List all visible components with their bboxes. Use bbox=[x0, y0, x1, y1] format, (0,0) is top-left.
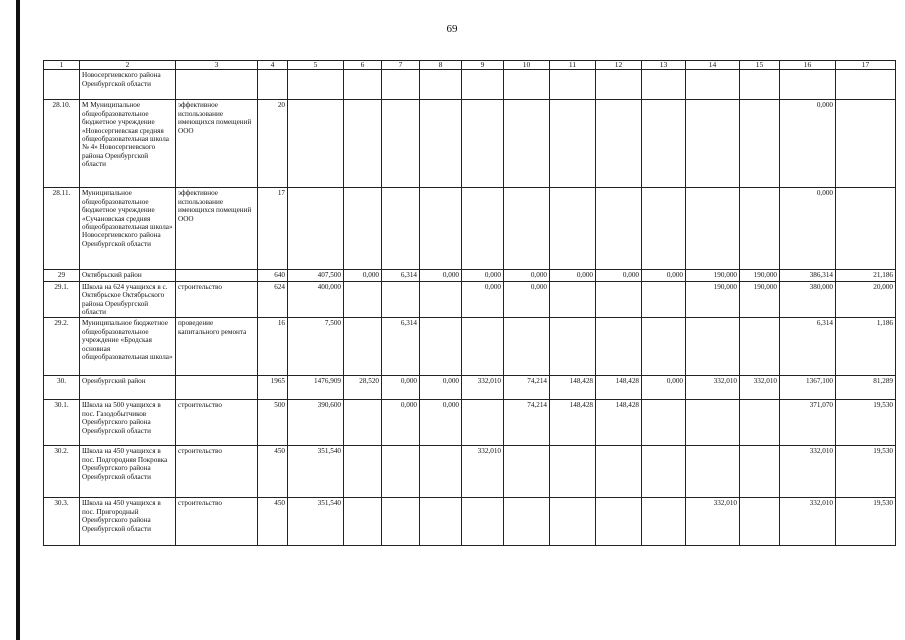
value-cell bbox=[504, 188, 550, 270]
value-cell bbox=[288, 188, 344, 270]
value-cell: 6,314 bbox=[780, 318, 836, 376]
value-cell bbox=[686, 188, 740, 270]
value-cell bbox=[740, 188, 780, 270]
value-cell: 1965 bbox=[258, 376, 288, 400]
value-cell bbox=[550, 318, 596, 376]
table-row bbox=[44, 281, 896, 318]
value-cell: 148,428 bbox=[596, 376, 642, 400]
value-cell bbox=[462, 318, 504, 376]
value-cell: 624 bbox=[258, 281, 288, 318]
value-cell: 148,428 bbox=[550, 400, 596, 446]
value-cell bbox=[344, 498, 382, 546]
work-type-cell: проведение капитального ремонта bbox=[176, 318, 258, 376]
value-cell bbox=[686, 70, 740, 100]
value-cell bbox=[740, 498, 780, 546]
value-cell: 0,000 bbox=[382, 376, 420, 400]
value-cell: 0,000 bbox=[504, 270, 550, 281]
column-header: 14 bbox=[686, 61, 740, 70]
value-cell bbox=[836, 70, 896, 100]
value-cell: 0,000 bbox=[780, 100, 836, 188]
value-cell bbox=[504, 100, 550, 188]
work-type-cell bbox=[176, 270, 258, 281]
row-number-cell: 29.2. bbox=[44, 318, 80, 376]
value-cell: 0,000 bbox=[780, 188, 836, 270]
column-header: 11 bbox=[550, 61, 596, 70]
table-row bbox=[44, 376, 896, 400]
work-type-cell: строительство bbox=[176, 400, 258, 446]
object-name-cell: Школа на 500 учащихся в пос. Газодобытчиков Оренбургского района Оренбургской области bbox=[80, 400, 176, 446]
value-cell bbox=[344, 100, 382, 188]
work-type-cell: строительство bbox=[176, 281, 258, 318]
value-cell: 20,000 bbox=[836, 281, 896, 318]
value-cell: 351,540 bbox=[288, 446, 344, 498]
value-cell bbox=[686, 446, 740, 498]
column-header: 4 bbox=[258, 61, 288, 70]
value-cell bbox=[686, 318, 740, 376]
value-cell: 190,000 bbox=[740, 270, 780, 281]
object-name-cell: Школа на 450 учащихся в пос. Подгородняя Покровка Оренбургского района Оренбургской области bbox=[80, 446, 176, 498]
value-cell bbox=[462, 100, 504, 188]
table-row bbox=[44, 100, 896, 188]
value-cell: 74,214 bbox=[504, 400, 550, 446]
value-cell bbox=[740, 400, 780, 446]
value-cell: 148,428 bbox=[596, 400, 642, 446]
value-cell: 0,000 bbox=[504, 281, 550, 318]
column-header: 17 bbox=[836, 61, 896, 70]
value-cell bbox=[642, 100, 686, 188]
value-cell bbox=[382, 188, 420, 270]
table-row bbox=[44, 400, 896, 446]
value-cell bbox=[382, 281, 420, 318]
value-cell bbox=[258, 70, 288, 100]
table-row bbox=[44, 70, 896, 100]
value-cell bbox=[504, 318, 550, 376]
value-cell: 371,070 bbox=[780, 400, 836, 446]
column-header: 13 bbox=[642, 61, 686, 70]
table-row bbox=[44, 318, 896, 376]
value-cell: 450 bbox=[258, 446, 288, 498]
value-cell bbox=[596, 281, 642, 318]
work-type-cell: эффективное использование имеющихся помещений ООО bbox=[176, 100, 258, 188]
value-cell bbox=[642, 446, 686, 498]
row-number-cell: 28.10. bbox=[44, 100, 80, 188]
column-header: 9 bbox=[462, 61, 504, 70]
value-cell bbox=[686, 400, 740, 446]
value-cell bbox=[420, 281, 462, 318]
value-cell: 28,520 bbox=[344, 376, 382, 400]
value-cell: 400,000 bbox=[288, 281, 344, 318]
value-cell: 0,000 bbox=[420, 400, 462, 446]
object-name-cell: М Муниципальное общеобразовательное бюджетное учреждение «Новосергиевская средняя общеобразовательная школа № 4» Новосергиевского района Оренбургской области bbox=[80, 100, 176, 188]
value-cell bbox=[550, 498, 596, 546]
value-cell bbox=[686, 100, 740, 188]
value-cell: 332,010 bbox=[462, 446, 504, 498]
value-cell bbox=[420, 100, 462, 188]
column-header: 12 bbox=[596, 61, 642, 70]
value-cell bbox=[836, 100, 896, 188]
value-cell: 19,530 bbox=[836, 498, 896, 546]
value-cell: 19,530 bbox=[836, 400, 896, 446]
row-number-cell: 29 bbox=[44, 270, 80, 281]
value-cell: 17 bbox=[258, 188, 288, 270]
value-cell bbox=[344, 281, 382, 318]
row-number-cell: 30.2. bbox=[44, 446, 80, 498]
row-number-cell: 30.1. bbox=[44, 400, 80, 446]
value-cell: 0,000 bbox=[550, 270, 596, 281]
value-cell bbox=[550, 188, 596, 270]
value-cell: 81,289 bbox=[836, 376, 896, 400]
value-cell: 450 bbox=[258, 498, 288, 546]
column-header: 2 bbox=[80, 61, 176, 70]
work-type-cell: строительство bbox=[176, 446, 258, 498]
object-name-cell: Муниципальное бюджетное общеобразовательное учреждение «Бродская основная общеобразовательная школа» bbox=[80, 318, 176, 376]
value-cell: 390,600 bbox=[288, 400, 344, 446]
value-cell bbox=[344, 446, 382, 498]
value-cell: 21,186 bbox=[836, 270, 896, 281]
work-type-cell bbox=[176, 70, 258, 100]
value-cell bbox=[288, 100, 344, 188]
row-number-cell: 30.3. bbox=[44, 498, 80, 546]
value-cell: 0,000 bbox=[596, 270, 642, 281]
value-cell: 19,530 bbox=[836, 446, 896, 498]
value-cell: 386,314 bbox=[780, 270, 836, 281]
value-cell: 190,000 bbox=[740, 281, 780, 318]
value-cell: 1367,100 bbox=[780, 376, 836, 400]
value-cell bbox=[642, 318, 686, 376]
value-cell: 1476,909 bbox=[288, 376, 344, 400]
value-cell bbox=[462, 70, 504, 100]
column-header: 16 bbox=[780, 61, 836, 70]
value-cell: 7,500 bbox=[288, 318, 344, 376]
row-number-cell: 29.1. bbox=[44, 281, 80, 318]
value-cell bbox=[836, 188, 896, 270]
value-cell: 332,010 bbox=[740, 376, 780, 400]
column-header: 10 bbox=[504, 61, 550, 70]
value-cell: 0,000 bbox=[642, 376, 686, 400]
value-cell bbox=[550, 446, 596, 498]
value-cell bbox=[504, 70, 550, 100]
value-cell bbox=[740, 100, 780, 188]
work-type-cell: строительство bbox=[176, 498, 258, 546]
value-cell: 500 bbox=[258, 400, 288, 446]
value-cell bbox=[344, 400, 382, 446]
value-cell: 0,000 bbox=[642, 270, 686, 281]
data-table bbox=[43, 60, 896, 546]
value-cell: 6,314 bbox=[382, 318, 420, 376]
left-margin-rule bbox=[16, 0, 20, 640]
value-cell bbox=[550, 100, 596, 188]
table-row bbox=[44, 446, 896, 498]
value-cell: 0,000 bbox=[420, 270, 462, 281]
value-cell: 407,500 bbox=[288, 270, 344, 281]
value-cell bbox=[596, 498, 642, 546]
value-cell bbox=[740, 446, 780, 498]
value-cell: 0,000 bbox=[462, 281, 504, 318]
value-cell bbox=[780, 70, 836, 100]
row-number-cell: 30. bbox=[44, 376, 80, 400]
value-cell bbox=[462, 400, 504, 446]
column-header: 1 bbox=[44, 61, 80, 70]
table-row bbox=[44, 270, 896, 281]
value-cell bbox=[420, 498, 462, 546]
value-cell bbox=[382, 70, 420, 100]
value-cell bbox=[596, 100, 642, 188]
value-cell bbox=[596, 446, 642, 498]
value-cell: 16 bbox=[258, 318, 288, 376]
header-row bbox=[44, 61, 896, 70]
value-cell bbox=[420, 318, 462, 376]
value-cell: 148,428 bbox=[550, 376, 596, 400]
value-cell bbox=[420, 70, 462, 100]
value-cell: 0,000 bbox=[420, 376, 462, 400]
value-cell bbox=[642, 188, 686, 270]
value-cell bbox=[504, 446, 550, 498]
row-number-cell: 28.11. bbox=[44, 188, 80, 270]
value-cell bbox=[642, 400, 686, 446]
work-type-cell: эффективное использование имеющихся помещений ООО bbox=[176, 188, 258, 270]
value-cell: 0,000 bbox=[382, 400, 420, 446]
column-header: 8 bbox=[420, 61, 462, 70]
value-cell bbox=[420, 188, 462, 270]
value-cell: 190,000 bbox=[686, 270, 740, 281]
value-cell bbox=[420, 446, 462, 498]
value-cell bbox=[504, 498, 550, 546]
object-name-cell: Школа на 450 учащихся в пос. Пригородный Оренбургского района Оренбургской области bbox=[80, 498, 176, 546]
table-row bbox=[44, 498, 896, 546]
object-name-cell: Школа на 624 учащихся в с. Октябрьское Октябрьского района Оренбургской области bbox=[80, 281, 176, 318]
value-cell bbox=[596, 70, 642, 100]
row-number-cell bbox=[44, 70, 80, 100]
object-name-cell: Октябрьский район bbox=[80, 270, 176, 281]
value-cell: 190,000 bbox=[686, 281, 740, 318]
value-cell: 1,186 bbox=[836, 318, 896, 376]
object-name-cell: Муниципальное общеобразовательное бюджетное учреждение «Сучановская средняя общеобразовательная школа» Новосергиевского района Оренбургской области bbox=[80, 188, 176, 270]
value-cell: 74,214 bbox=[504, 376, 550, 400]
value-cell bbox=[344, 318, 382, 376]
value-cell bbox=[344, 70, 382, 100]
object-name-cell: Оренбургский район bbox=[80, 376, 176, 400]
column-header: 6 bbox=[344, 61, 382, 70]
value-cell: 20 bbox=[258, 100, 288, 188]
value-cell bbox=[382, 100, 420, 188]
value-cell bbox=[550, 281, 596, 318]
value-cell bbox=[596, 188, 642, 270]
value-cell bbox=[344, 188, 382, 270]
value-cell: 6,314 bbox=[382, 270, 420, 281]
value-cell bbox=[550, 70, 596, 100]
value-cell: 380,000 bbox=[780, 281, 836, 318]
value-cell: 332,010 bbox=[686, 376, 740, 400]
value-cell bbox=[740, 318, 780, 376]
value-cell bbox=[642, 70, 686, 100]
value-cell: 332,010 bbox=[462, 376, 504, 400]
work-type-cell bbox=[176, 376, 258, 400]
value-cell bbox=[462, 498, 504, 546]
value-cell bbox=[642, 498, 686, 546]
value-cell bbox=[382, 446, 420, 498]
value-cell: 351,540 bbox=[288, 498, 344, 546]
page-number: 69 bbox=[446, 23, 458, 35]
value-cell bbox=[596, 318, 642, 376]
value-cell bbox=[382, 498, 420, 546]
value-cell bbox=[642, 281, 686, 318]
table-row bbox=[44, 188, 896, 270]
column-header: 3 bbox=[176, 61, 258, 70]
value-cell: 332,010 bbox=[686, 498, 740, 546]
value-cell: 332,010 bbox=[780, 498, 836, 546]
column-header: 5 bbox=[288, 61, 344, 70]
value-cell: 332,010 bbox=[780, 446, 836, 498]
value-cell: 0,000 bbox=[344, 270, 382, 281]
value-cell: 0,000 bbox=[462, 270, 504, 281]
value-cell: 640 bbox=[258, 270, 288, 281]
column-header: 7 bbox=[382, 61, 420, 70]
value-cell bbox=[288, 70, 344, 100]
column-header: 15 bbox=[740, 61, 780, 70]
object-name-cell: Новосергиевского района Оренбургской области bbox=[80, 70, 176, 100]
value-cell bbox=[740, 70, 780, 100]
value-cell bbox=[462, 188, 504, 270]
